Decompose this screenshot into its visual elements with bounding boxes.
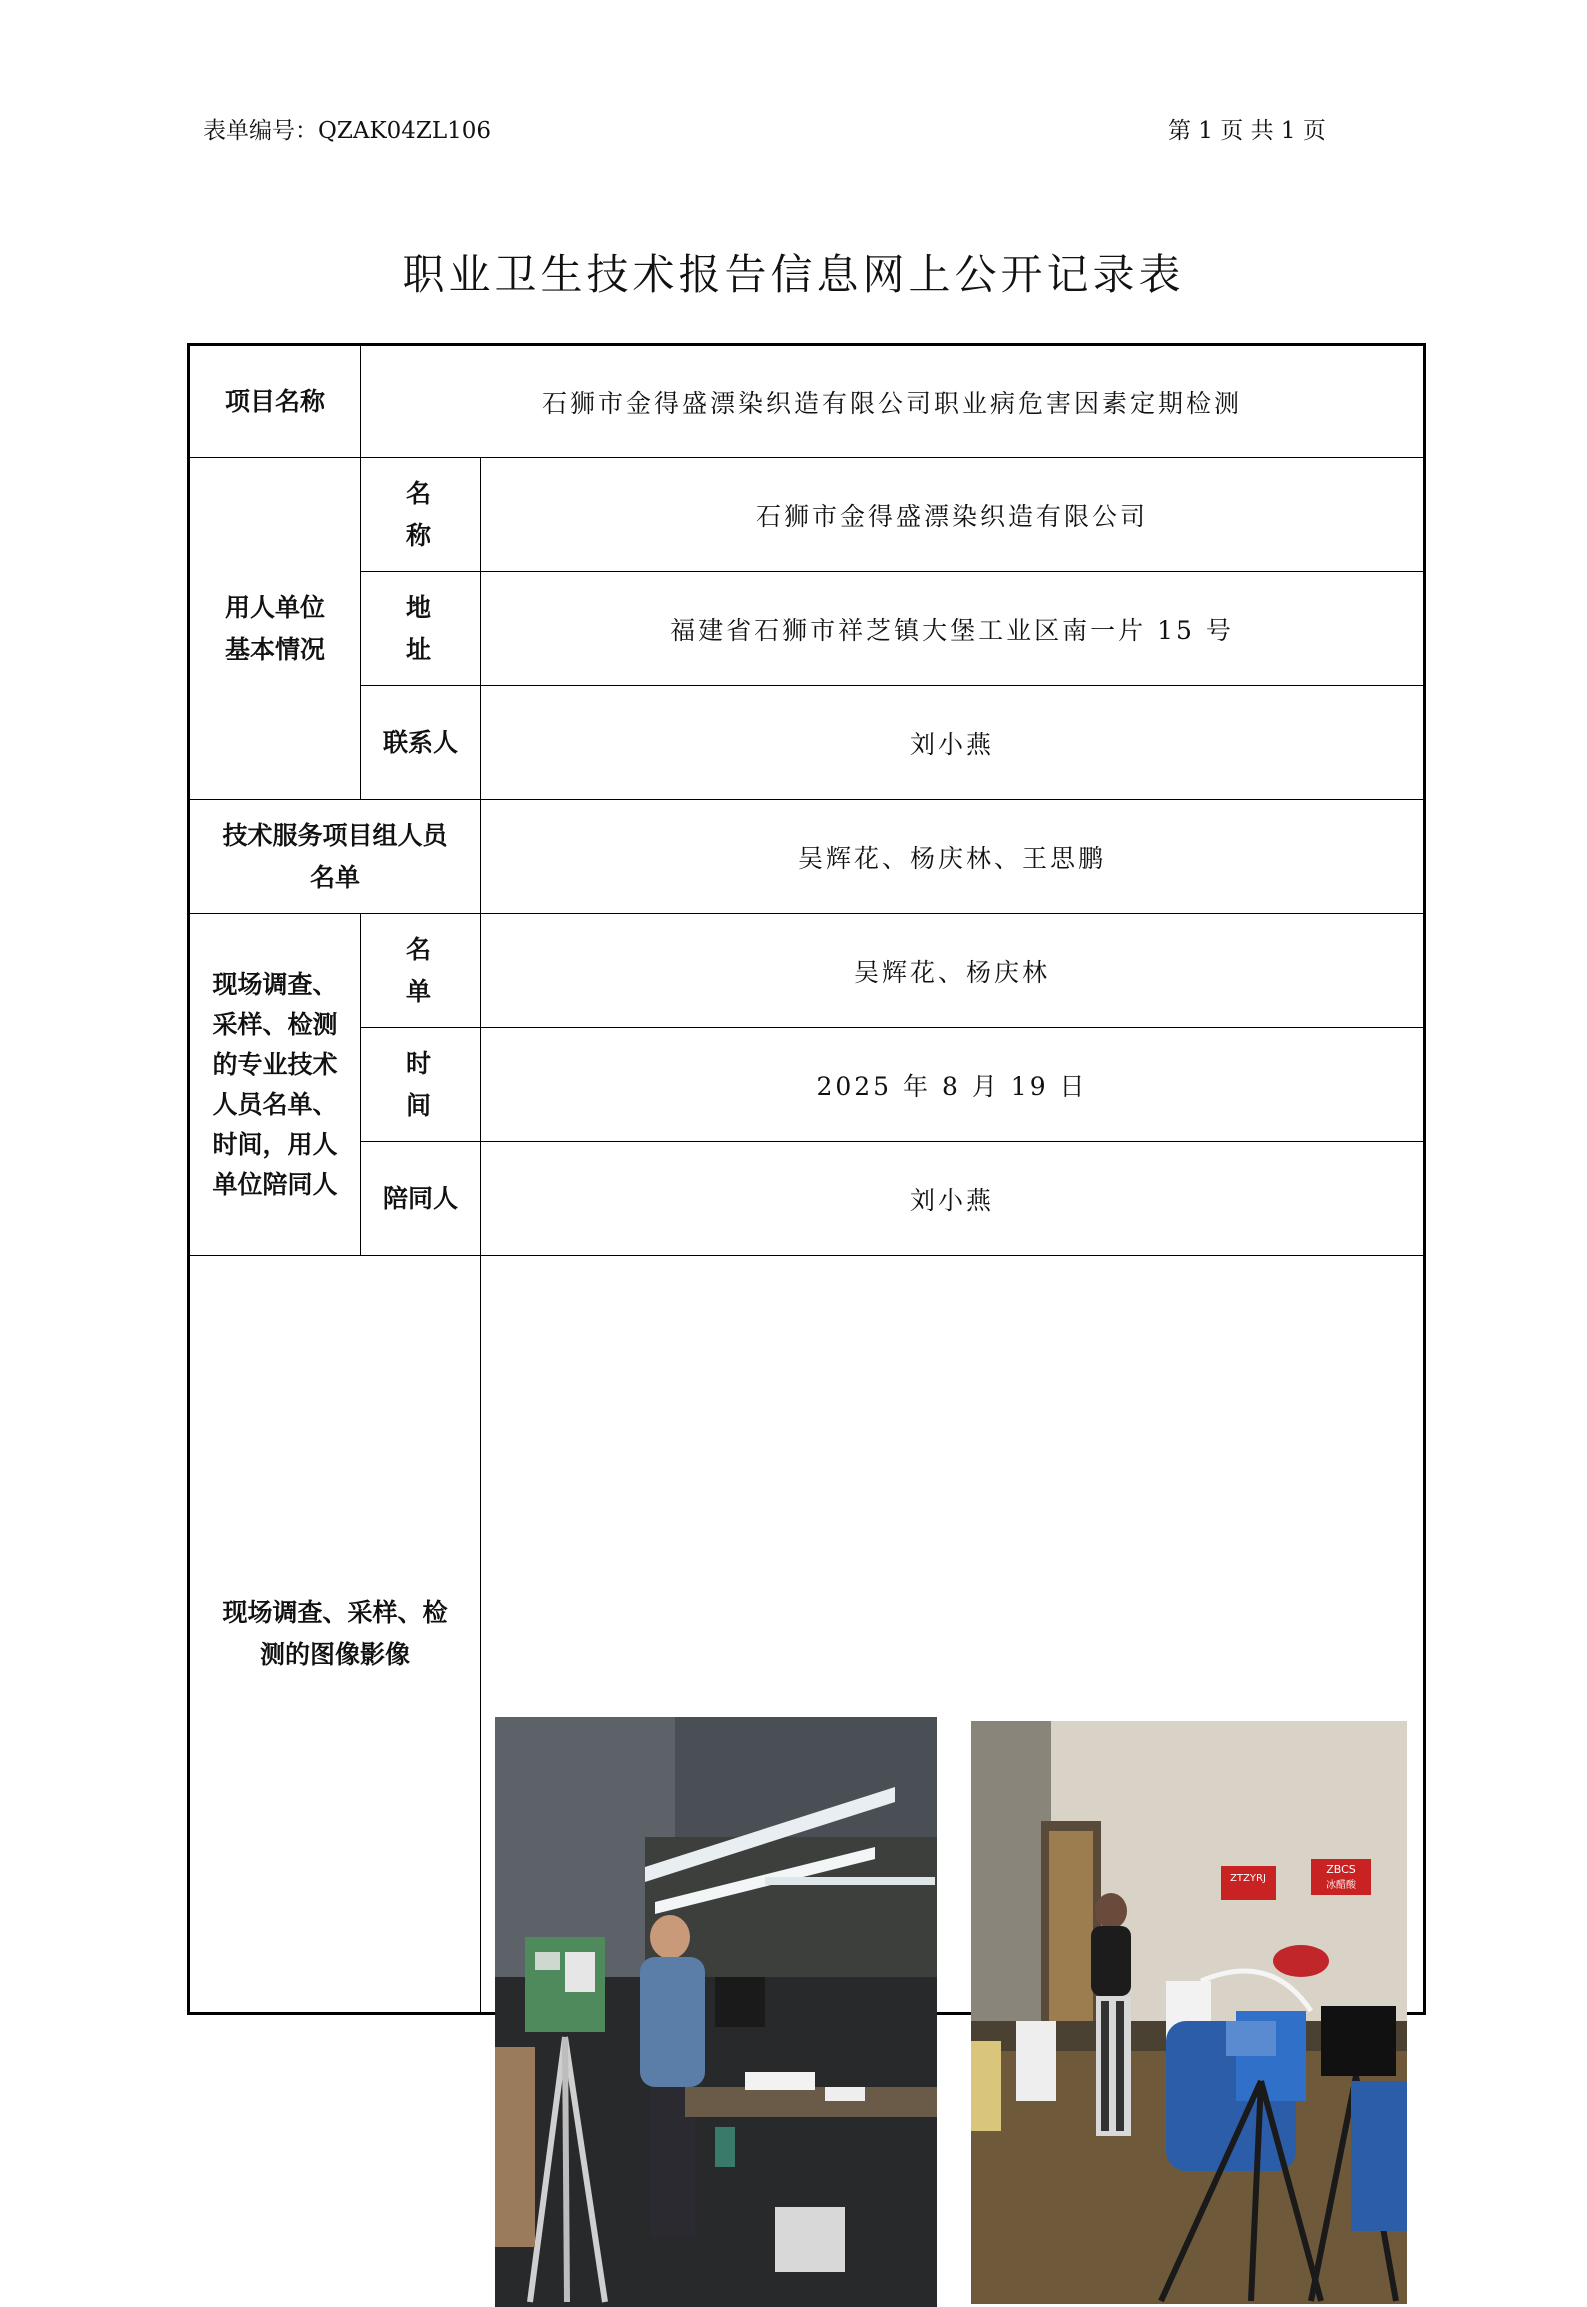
row-project <box>189 345 1425 458</box>
time-label: 时 间 <box>361 1028 481 1142</box>
name-label: 名 称 <box>361 458 481 572</box>
images-label-line2: 测的图像影像 <box>259 1640 410 1669</box>
project-value: 石狮市金得盛漂染织造有限公司职业病危害因素定期检测 <box>361 345 1425 458</box>
team-label-line2: 名单 <box>309 862 360 892</box>
survey-label-line: 采样、检测 <box>212 1009 338 1039</box>
form-number: 表单编号：QZAK04ZL106 <box>203 118 492 144</box>
row-survey-time <box>189 1028 1425 1142</box>
row-survey-escort <box>189 1142 1425 1256</box>
row-survey-list <box>189 914 1425 1028</box>
employer-label <box>189 458 361 800</box>
survey-label-line: 单位陪同人 <box>212 1169 338 1199</box>
images-label <box>189 1256 481 2014</box>
row-employer-address <box>189 572 1425 686</box>
site-photo-2-image <box>971 1721 1407 2304</box>
survey-label <box>189 914 361 1256</box>
site-photo-1-image <box>495 1717 937 2307</box>
project-label: 项目名称 <box>189 345 361 458</box>
team-value: 吴辉花、杨庆林、王思鹏 <box>481 800 1425 914</box>
survey-label-line: 时间，用人 <box>212 1129 338 1159</box>
survey-label-line: 的专业技术 <box>212 1049 338 1079</box>
team-label <box>189 800 481 914</box>
site-photo-1 <box>495 1717 937 2307</box>
row-images <box>189 1256 1425 2014</box>
contact-label: 联系人 <box>361 686 481 800</box>
name-value: 石狮市金得盛漂染织造有限公司 <box>481 458 1425 572</box>
time-value: 2025 年 8 月 19 日 <box>481 1028 1425 1142</box>
sign-zbcs-text: ZBCS <box>1326 1863 1356 1876</box>
list-label: 名 单 <box>361 914 481 1028</box>
survey-label-line: 人员名单、 <box>212 1089 338 1119</box>
row-team <box>189 800 1425 914</box>
escort-label: 陪同人 <box>361 1142 481 1256</box>
record-table <box>187 343 1426 2015</box>
site-photo-2 <box>971 1721 1407 2304</box>
images-label-line1: 现场调查、采样、检 <box>222 1598 448 1627</box>
row-employer-contact <box>189 686 1425 800</box>
page-indicator: 第 1 页 共 1 页 <box>1168 118 1326 144</box>
survey-label-line: 现场调查、 <box>212 969 338 999</box>
list-value: 吴辉花、杨庆林 <box>481 914 1425 1028</box>
employer-label-line2: 基本情况 <box>224 634 325 664</box>
address-value: 福建省石狮市祥芝镇大堡工业区南一片 15 号 <box>481 572 1425 686</box>
escort-value: 刘小燕 <box>481 1142 1425 1256</box>
team-label-line1: 技术服务项目组人员 <box>222 820 448 850</box>
sign-ztzyrj-text: ZTZYRJ <box>1230 1873 1266 1884</box>
page-title: 职业卫生技术报告信息网上公开记录表 <box>402 250 1185 299</box>
contact-value: 刘小燕 <box>481 686 1425 800</box>
address-label: 地 址 <box>361 572 481 686</box>
images-cell <box>481 1256 1425 2014</box>
sign-zbcs-text-2: 冰醋酸 <box>1326 1880 1356 1891</box>
employer-label-line1: 用人单位 <box>224 592 325 622</box>
row-employer-name <box>189 458 1425 572</box>
